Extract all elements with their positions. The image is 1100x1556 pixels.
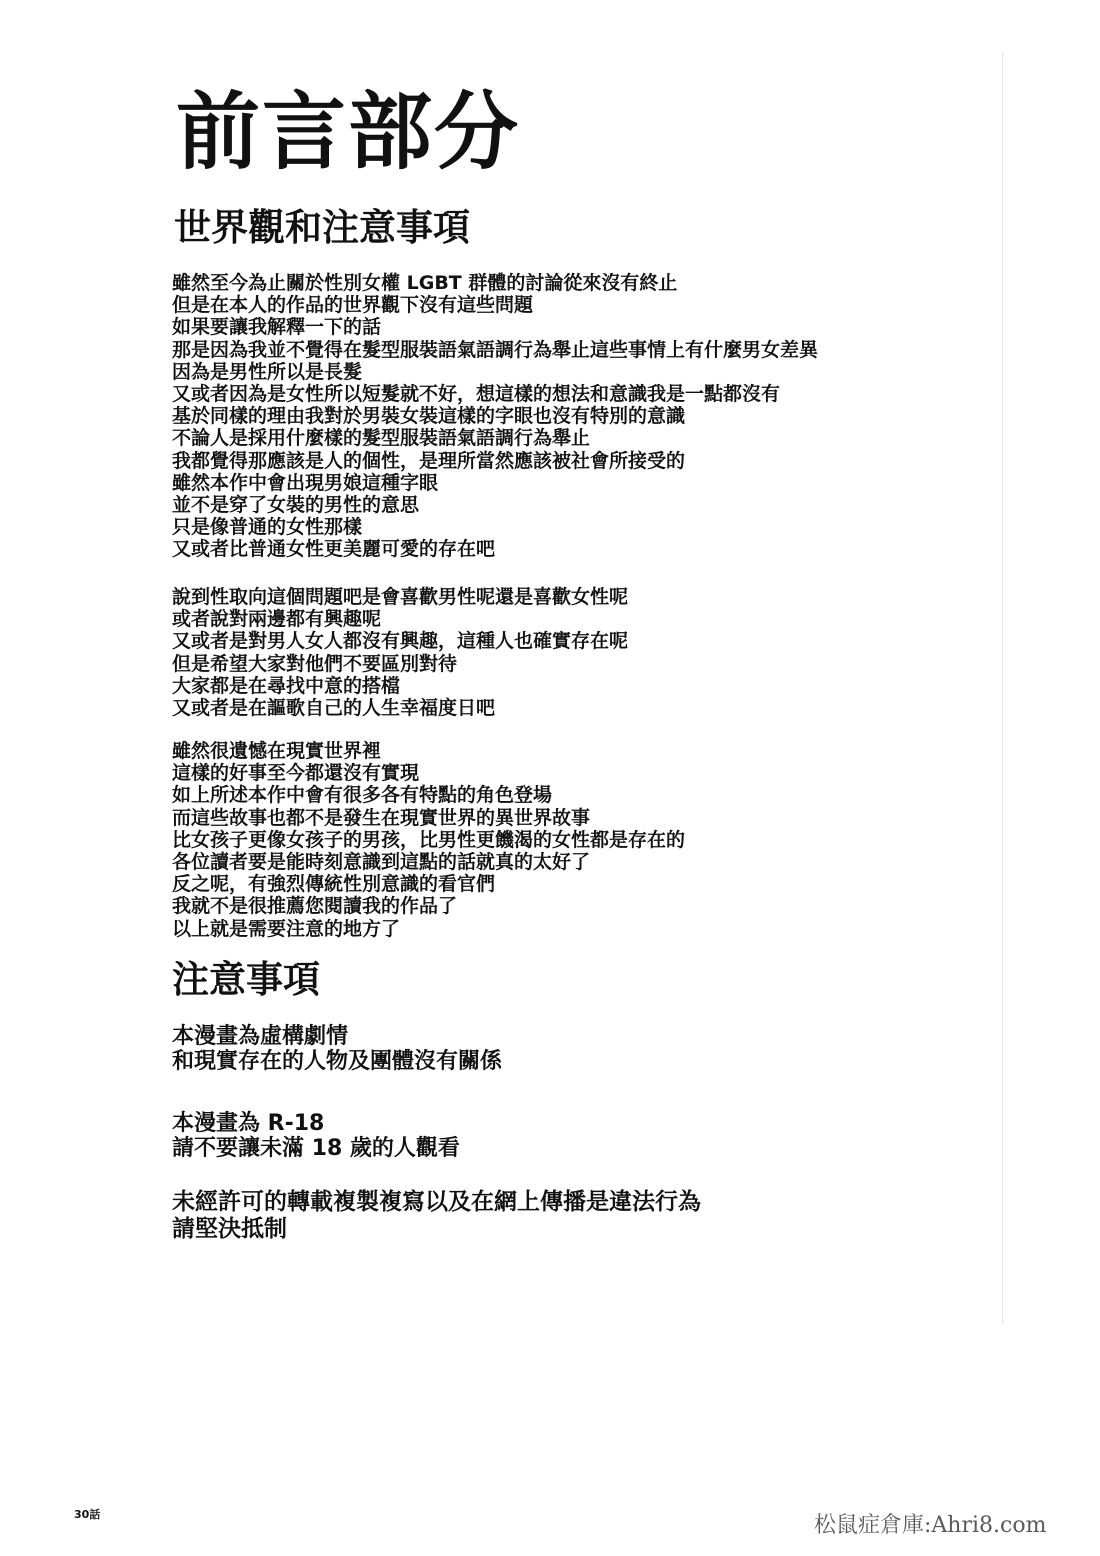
text-line: 又或者是對男人女人都沒有興趣，這種人也確實存在呢: [172, 630, 629, 653]
notes-paragraph-1: [172, 1024, 992, 1074]
notes-heading: 注意事項: [172, 958, 320, 1001]
page-edge-line: [1002, 52, 1003, 1324]
text-line: 反之呢，有強烈傳統性別意識的看官們: [172, 873, 496, 896]
text-line: 我都覺得那應該是人的個性，是理所當然應該被社會所接受的: [172, 449, 686, 472]
text-line: 又或者是在謳歌自己的人生幸福度日吧: [172, 697, 496, 720]
text-line: 如上所述本作中會有很多各有特點的角色登場: [172, 784, 553, 807]
watermark: 松鼠症倉庫:Ahri8.com: [814, 1513, 1047, 1538]
text-line: 並不是穿了女裝的男性的意思: [172, 494, 420, 517]
worldview-heading: 世界觀和注意事項: [174, 206, 470, 249]
text-line: 大家都是在尋找中意的搭檔: [172, 674, 401, 697]
text-line: 說到性取向這個問題吧是會喜歡男性呢還是喜歡女性呢: [172, 586, 629, 608]
text-line: 如果要讓我解釋一下的話: [172, 316, 382, 339]
text-line: 以上就是需要注意的地方了: [172, 917, 401, 940]
text-line: 各位讀者要是能時刻意識到這點的話就真的太好了: [172, 851, 591, 874]
text-line: 本漫畫為虛構劇情: [172, 1024, 349, 1049]
notes-paragraph-2: [172, 1111, 992, 1161]
text-line: 因為是男性所以是長髮: [172, 360, 363, 383]
worldview-paragraph-2: [172, 586, 992, 719]
text-line: 和現實存在的人物及團體沒有關係: [172, 1049, 503, 1074]
text-line: 又或者因為是女性所以短髮就不好，想這樣的想法和意識我是一點都沒有: [172, 383, 781, 406]
notes-paragraph-3: [172, 1189, 992, 1243]
page-number: 30話: [74, 1508, 101, 1521]
text-line: 雖然本作中會出現男娘這種字眼: [172, 471, 439, 494]
text-line: 那是因為我並不覺得在髮型服裝語氣語調行為舉止這些事情上有什麼男女差異: [172, 338, 819, 361]
worldview-paragraph-3: [172, 740, 992, 940]
worldview-paragraph-1: [172, 272, 992, 561]
text-line: 未經許可的轉載複製複寫以及在網上傳播是違法行為: [172, 1189, 701, 1215]
text-line: 而這些故事也都不是發生在現實世界的異世界故事: [172, 806, 591, 829]
text-line: 我就不是很推薦您閱讀我的作品了: [172, 895, 458, 918]
text-line: 這樣的好事至今都還沒有實現: [172, 762, 420, 785]
text-line: 或者說對兩邊都有興趣呢: [172, 608, 382, 631]
text-line: 比女孩子更像女孩子的男孩，比男性更饑渴的女性都是存在的: [172, 828, 686, 851]
text-line: 本漫畫為 R-18: [172, 1111, 325, 1136]
text-line: 基於同樣的理由我對於男裝女裝這樣的字眼也沒有特別的意識: [172, 405, 686, 428]
text-line: 請堅決抵制: [172, 1216, 287, 1242]
text-line: 雖然很遺憾在現實世界裡: [172, 740, 382, 762]
text-line: 但是在本人的作品的世界觀下沒有這些問題: [172, 294, 534, 317]
text-line: 請不要讓未滿 18 歲的人觀看: [172, 1136, 460, 1161]
text-line: 只是像普通的女性那樣: [172, 516, 363, 539]
text-line: 但是希望大家對他們不要區別對待: [172, 652, 458, 675]
text-line: 又或者比普通女性更美麗可愛的存在吧: [172, 538, 496, 561]
text-line: 雖然至今為止關於性別女權 LGBT 群體的討論從來沒有終止: [172, 272, 678, 294]
text-line: 不論人是採用什麼樣的髮型服裝語氣語調行為舉止: [172, 427, 591, 450]
page-title: 前言部分: [176, 83, 521, 181]
